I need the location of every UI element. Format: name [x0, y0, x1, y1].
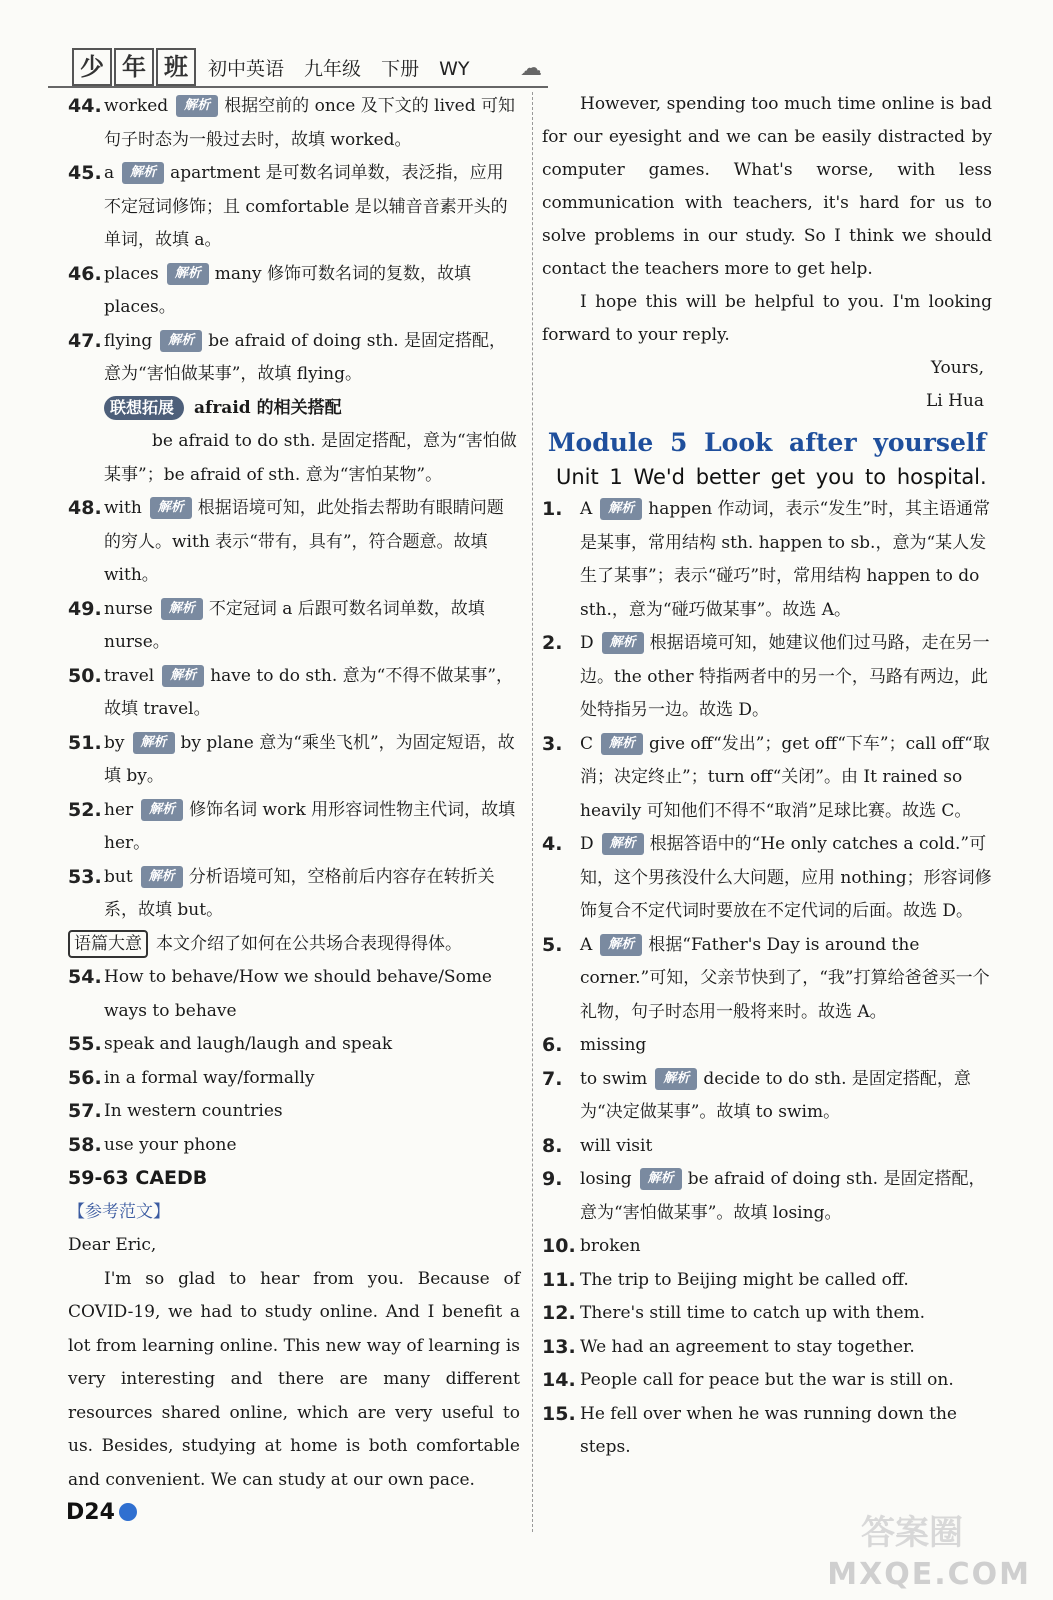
answer-text: We had an agreement to stay together. [580, 1336, 915, 1357]
module-title: Module 5 Look after yourself [547, 428, 987, 457]
analysis-text: 不定冠词 a 后跟可数名词单数，故填 nurse。 [104, 598, 485, 652]
answer-item [542, 929, 992, 1030]
answer-item [542, 1398, 992, 1465]
brand-char: 年 [114, 48, 154, 86]
page-header [0, 0, 1053, 90]
answer-text: A [580, 499, 593, 519]
answer-text: broken [580, 1236, 641, 1256]
brand-char: 班 [156, 48, 196, 86]
answer-text: C [580, 733, 594, 754]
extension-header [68, 392, 520, 426]
answer-text: places [104, 263, 159, 284]
analysis-tag: 解析 [133, 732, 175, 754]
answer-text: losing [580, 1169, 632, 1189]
question-number: 58. [68, 1133, 102, 1156]
answer-item [68, 492, 520, 593]
brand-char: 少 [72, 48, 112, 86]
question-number: 11. [542, 1268, 576, 1291]
answer-item [542, 728, 992, 829]
question-number: 46. [68, 262, 102, 285]
summary-tag: 语篇大意 [68, 930, 148, 958]
answer-item [68, 593, 520, 660]
analysis-text: How to behave/How we should behave/Some ways to behave [104, 967, 492, 1021]
question-number: 15. [542, 1402, 576, 1425]
question-number: 49. [68, 597, 102, 620]
question-number: 4. [542, 833, 563, 855]
question-number: 51. [68, 731, 102, 754]
answer-text: D [580, 633, 594, 653]
answer-text: with [104, 498, 142, 518]
right-column [542, 88, 992, 1465]
answer-item [68, 90, 520, 157]
watermark: MXQE.COM [827, 1557, 1031, 1592]
header-subject: 初中英语 九年级 下册 WY [208, 58, 470, 80]
question-number: 57. [68, 1100, 102, 1122]
analysis-tag: 解析 [160, 330, 202, 352]
analysis-text: by plane 意为“乘坐飞机”，为固定短语，故填 by。 [104, 732, 515, 786]
answer-text: A [580, 934, 593, 955]
extension-title: afraid 的相关搭配 [194, 397, 342, 418]
analysis-text: 修饰名词 work 用形容词性物主代词，故填 her。 [104, 799, 516, 853]
answer-text: The trip to Beijing might be called off. [580, 1269, 909, 1290]
unit-title: Unit 1 We'd better get you to hospital. [556, 465, 987, 489]
answer-item [68, 258, 520, 325]
question-number: 3. [542, 732, 563, 755]
answer-text: will visit [580, 1135, 653, 1156]
header-rule [48, 86, 548, 88]
question-number: 55. [68, 1033, 102, 1055]
answer-text: but [104, 866, 133, 887]
answer-text: He fell over when he was running down the steps. [580, 1403, 957, 1457]
answer-item [542, 1331, 992, 1365]
summary-text: 本文介绍了如何在公共场合表现得得体。 [156, 933, 462, 954]
answer-text: There's still time to catch up with them. [580, 1303, 926, 1323]
analysis-text: many 修饰可数名词的复数，故填 places。 [104, 263, 471, 317]
analysis-tag: 解析 [640, 1168, 682, 1190]
letter-greeting: Dear Eric, [68, 1235, 157, 1255]
left-column [68, 90, 520, 1497]
analysis-text: use your phone [104, 1134, 237, 1155]
question-number: 6. [542, 1034, 563, 1056]
answer-item [68, 1129, 520, 1163]
analysis-tag: 解析 [176, 95, 218, 117]
analysis-text: apartment 是可数名词单数，表泛指，应用不定冠词修饰；且 comfortable 是以辅音音素开头的单词，故填 a。 [104, 163, 508, 250]
analysis-text: be afraid of doing sth. 是固定搭配，意为“害怕做某事”。故填 losing。 [580, 1169, 986, 1223]
question-number: 45. [68, 162, 102, 184]
analysis-text: 根据空前的 once 及下文的 lived 可知句子时态为一般过去时，故填 worked。 [104, 96, 515, 150]
question-number: 7. [542, 1067, 563, 1090]
letter-signature: Li Hua [925, 391, 984, 411]
analysis-text: 根据“Father's Day is around the corner.”可知，父亲节快到了，“我”打算给爸爸买一个礼物，句子时态用一般将来时。故选 A。 [580, 934, 990, 1022]
answer-text: worked [104, 96, 169, 116]
brand-logo [72, 48, 198, 86]
answer-text: D [580, 834, 594, 854]
answer-item [542, 828, 992, 929]
analysis-text: 根据语境可知，此处指去帮助有眼睛问题的穷人。with 表示“带有，具有”，符合题意。故填 with。 [104, 498, 504, 585]
analysis-text: have to do sth. 意为“不得不做某事”，故填 travel。 [104, 665, 514, 719]
answer-item [68, 157, 520, 258]
answer-item [542, 1297, 992, 1331]
letter-paragraph: I hope this will be helpful to you. I'm looking forward to your reply. [542, 292, 992, 345]
answer-text: travel [104, 665, 155, 686]
question-number: 14. [542, 1369, 576, 1391]
analysis-tag: 解析 [602, 632, 644, 654]
answer-item [68, 794, 520, 861]
question-number: 12. [542, 1302, 576, 1324]
answer-item [542, 1130, 992, 1164]
letter-paragraph: However, spending too much time online is bad for our eyesight and we can be easily distracted by computer games. What's worse, with less communication with teachers, it's hard for us to solve problems in our study. So I think we should contact the teachers more to get help. [542, 94, 992, 279]
analysis-text: in a formal way/formally [104, 1067, 315, 1088]
question-number: 9. [542, 1168, 563, 1190]
circle-icon [119, 1503, 137, 1521]
analysis-text: 分析语境可知，空格前后内容存在转折关系，故填 but。 [104, 866, 495, 920]
answer-item [68, 1095, 520, 1129]
extension-text: be afraid to do sth. 是固定搭配，意为“害怕做某事”；be afraid of sth. 意为“害怕某物”。 [104, 431, 517, 485]
question-number: 52. [68, 798, 102, 821]
extension-tag: 联想拓展 [104, 396, 184, 420]
page-number-text: D24 [66, 1500, 115, 1525]
analysis-text: In western countries [104, 1101, 283, 1121]
essay-letter [68, 1229, 520, 1497]
analysis-tag: 解析 [141, 866, 183, 888]
answer-item [68, 660, 520, 727]
analysis-text: be afraid of doing sth. 是固定搭配，意为“害怕做某事”，故填 flying。 [104, 330, 507, 384]
question-number: 10. [542, 1235, 576, 1257]
analysis-tag: 解析 [162, 665, 204, 687]
letter-paragraph: I'm so glad to hear from you. Because of COVID-19, we had to study online. And I benefit a lot from learning online. This new way of learning is very interesting and there are many different resources shared online, which are very useful to us. Besides, studying at home is both comfortable and convenient. We can study at our own pace. [68, 1268, 520, 1490]
answer-item [542, 1364, 992, 1398]
answer-item [542, 1163, 992, 1230]
passage-summary [68, 928, 520, 962]
question-number: 53. [68, 865, 102, 888]
answer-item [542, 1264, 992, 1298]
cloud-icon: ☁ [520, 56, 542, 81]
analysis-text: give off“发出”；get off“下车”；call off“取消；决定终止”；turn off“关闭”。由 It rained so heavily 可知他们不得不“取消”足球比赛。故选 C。 [580, 733, 990, 821]
analysis-tag: 解析 [122, 162, 164, 184]
answer-text: missing [580, 1035, 647, 1055]
answer-item [542, 627, 992, 728]
page-number [66, 1500, 137, 1525]
question-number: 1. [542, 498, 563, 520]
question-number: 13. [542, 1335, 576, 1358]
question-number: 8. [542, 1134, 563, 1157]
column-divider [532, 92, 533, 1532]
answer-text: flying [104, 330, 153, 351]
question-number: 48. [68, 497, 102, 519]
answer-item [68, 961, 520, 1028]
analysis-text: 根据语境可知，她建议他们过马路，走在另一边。the other 特指两者中的另一个，马路有两边，此处特指另一边。故选 D。 [580, 633, 990, 720]
answer-key-59-63: 59-63 CAEDB [68, 1167, 208, 1189]
answer-text: by [104, 732, 125, 753]
analysis-tag: 解析 [600, 934, 642, 956]
answer-item [68, 1028, 520, 1062]
letter-closing: Yours, [930, 358, 984, 378]
question-number: 44. [68, 95, 102, 117]
question-number: 50. [68, 664, 102, 687]
answer-text: nurse [104, 598, 153, 619]
essay-letter-continued [542, 88, 992, 352]
analysis-tag: 解析 [167, 263, 209, 285]
answer-text: her [104, 799, 134, 820]
question-number: 54. [68, 966, 102, 988]
analysis-tag: 解析 [655, 1068, 697, 1090]
analysis-tag: 解析 [601, 733, 643, 755]
answer-item [68, 727, 520, 794]
analysis-tag: 解析 [602, 833, 644, 855]
extension-body [68, 425, 520, 492]
analysis-text: decide to do sth. 是固定搭配，意为“决定做某事”。故填 to swim。 [580, 1068, 971, 1122]
answer-item [68, 861, 520, 928]
question-number: 47. [68, 329, 102, 352]
question-number: 5. [542, 933, 563, 956]
analysis-tag: 解析 [600, 498, 642, 520]
answer-item [68, 325, 520, 392]
answer-item [542, 1230, 992, 1264]
question-number: 2. [542, 632, 563, 654]
answer-item [542, 493, 992, 627]
analysis-tag: 解析 [161, 598, 203, 620]
analysis-tag: 解析 [141, 799, 183, 821]
analysis-text: 根据答语中的“He only catches a cold.”可知，这个男孩没什么大问题，应用 nothing；形容词修饰复合不定代词时要放在不定代词的后面。故选 D。 [580, 834, 992, 921]
answer-item [542, 1029, 992, 1063]
answer-item [542, 1063, 992, 1130]
answer-text: to swim [580, 1068, 648, 1089]
analysis-text: happen 作动词，表示“发生”时，其主语通常是某事，常用结构 sth. happen to sb.，意为“某人发生了某事”；表示“碰巧”时，常用结构 happen to do sth.，意为“碰巧做某事”。故选 A。 [580, 499, 990, 620]
analysis-tag: 解析 [150, 497, 192, 519]
watermark-logo: 答案圈 [861, 1513, 963, 1553]
analysis-text: speak and laugh/laugh and speak [104, 1034, 393, 1054]
answer-text: People call for peace but the war is still on. [580, 1370, 954, 1390]
answer-item [68, 1062, 520, 1096]
answer-text: a [104, 163, 115, 183]
reference-essay-title: 【参考范文】 [68, 1201, 170, 1222]
question-number: 56. [68, 1066, 102, 1089]
